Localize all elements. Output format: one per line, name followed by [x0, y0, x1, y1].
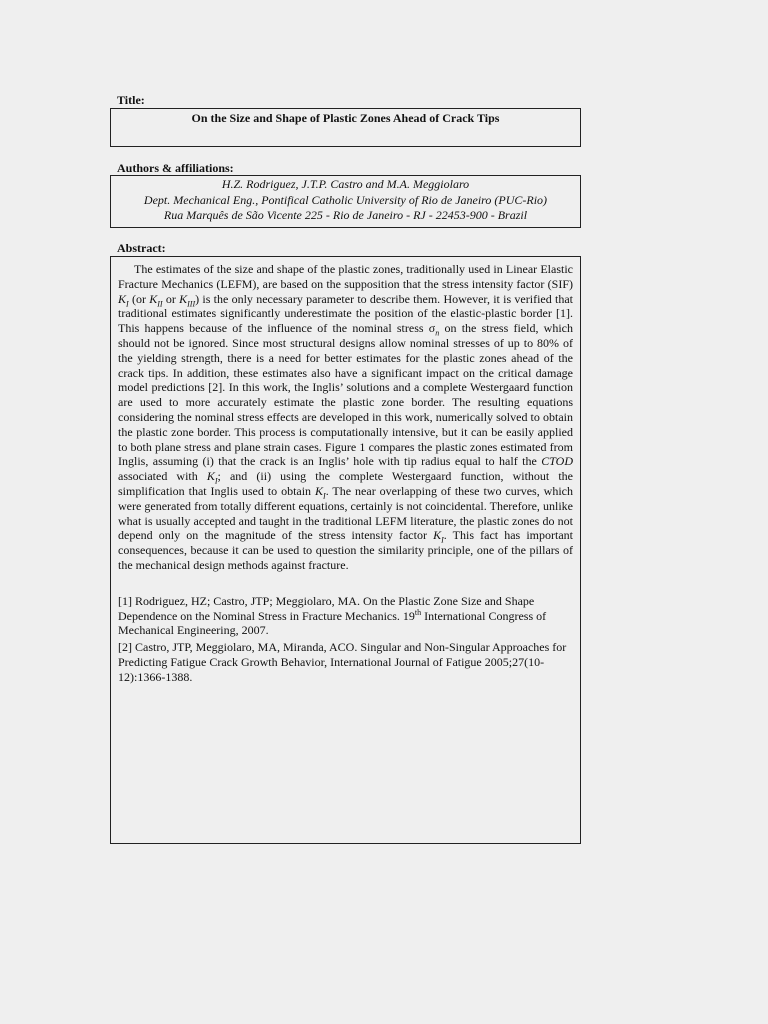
- title-box: [110, 108, 581, 147]
- abstract-box: [110, 256, 581, 844]
- affiliation-address: Rua Marquês de São Vicente 225 - Rio de Janeiro - RJ - 22453-900 - Brazil: [163, 208, 528, 222]
- references-list: [118, 594, 573, 685]
- reference-item: [1] Rodriguez, HZ; Castro, JTP; Meggiolaro, MA. On the Plastic Zone Size and Shape Dependence on the Nominal Stress in Fracture Mechanics. 19th International Congress of Mechanical Engineering, 2007.: [118, 593, 547, 638]
- abstract-label: Abstract:: [117, 241, 166, 255]
- title-label: Title:: [117, 93, 145, 107]
- author-names: H.Z. Rodriguez, J.T.P. Castro and M.A. Meggiolaro: [221, 177, 470, 191]
- authors-box: [110, 175, 581, 228]
- paper-title: On the Size and Shape of Plastic Zones Ahead of Crack Tips: [191, 111, 500, 125]
- affiliation-department: Dept. Mechanical Eng., Pontifical Catholic University of Rio de Janeiro (PUC-Rio): [143, 192, 548, 207]
- authors-label: Authors & affiliations:: [117, 161, 234, 175]
- reference-item: [2] Castro, JTP, Meggiolaro, MA, Miranda, ACO. Singular and Non-Singular Approaches for Predicting Fatigue Crack Growth Behavior, International Journal of Fatigue 2005;27(10-12):1366-1388.: [118, 640, 567, 684]
- abstract-paragraph: The estimates of the size and shape of the plastic zones, traditionally used in Linear Elastic Fracture Mechanics (LEFM), are based on the supposition that the stress intensity factor (SIF) $K_I$ (or $K_{II}$ or $K_{III}$) is the only necessary parameter to describe them. However, it is verified that traditional estimates significantly underestimate the position of the elastic-plastic border [1]. This happens because of the influence of the nominal stress $\sigma_n$ on the stress field, which should not be ignored. Since most structural designs allow nominal stresses of up to 80% of the yielding strength, there is a need for better estimates for the plastic zones ahead of the crack tips. In addition, these estimates also have a significant impact on the critical damage model predictions [2]. In this work, the Inglis’ solutions and a complete Westergaard function are used to more accurately estimate the plastic zone border. The resulting equations considering the nominal stress effects are developed in this work, numerically solved to obtain the plastic zone border. This process is computationally intensive, but it can be easily applied to both plane stress and plane strain cases. Figure 1 compares the plastic zones estimated from Inglis, assuming (i) that the crack is an Inglis’ hole with tip radius equal to half the CTOD associated with $K_I$; and (ii) using the complete Westergaard function, without the simplification that Inglis used to obtain $K_I$. The near overlapping of these two curves, which were generated from totally different equations, certainly is not coincidental. Therefore, unlike what is usually accepted and taught in the traditional LEFM literature, the plastic zones do not depend only on the magnitude of the stress intensity factor $K_I$. This fact has important consequences, because it can be used to question the similarity principle, one of the pillars of the mechanical design methods against fracture.: [118, 262, 574, 572]
